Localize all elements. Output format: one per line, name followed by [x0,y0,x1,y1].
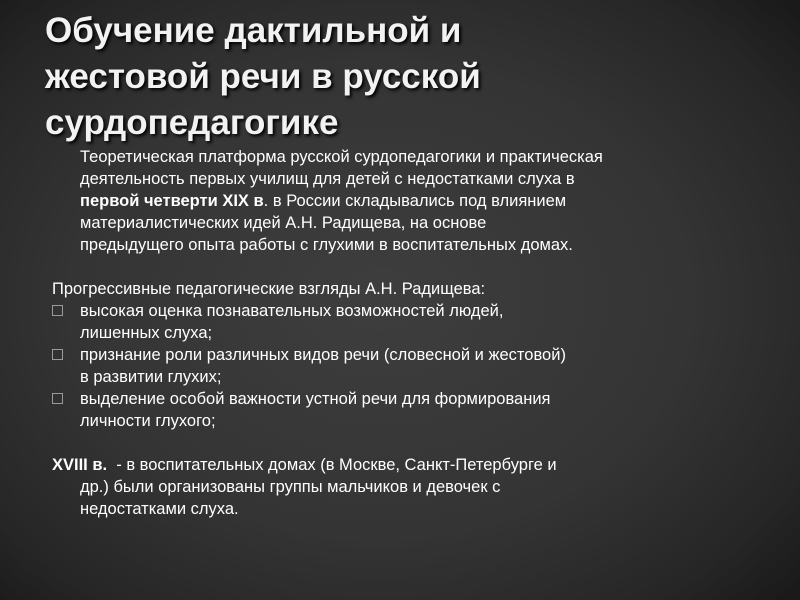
views-item-line-1: признание роли различных видов речи (словесной и жестовой) [80,346,566,364]
intro-line-3-rest: . в России складывались под влиянием [263,192,567,210]
bullet-box-icon [52,305,63,316]
intro-paragraph [52,146,752,256]
views-item [52,388,752,432]
century-line-3: недостатками слуха. [80,500,239,518]
century-label: XVIII в. [52,456,108,474]
views-item-line-2: личности глухого; [80,412,216,430]
views-heading [52,278,752,300]
bullet-box-icon [52,393,63,404]
intro-line-3 [80,190,752,212]
century-line-2: др.) были организованы группы мальчиков и девочек с [80,478,501,496]
views-item [52,344,752,388]
spacer [52,256,752,278]
intro-line-1: Теоретическая платформа русской сурдопедагогики и практическая [80,148,603,166]
views-item-line-2: в развитии глухих; [80,368,222,386]
views-heading-text: Прогрессивные педагогические взгляды А.Н. Радищева: [52,280,486,298]
title-line-1: Обучение дактильной и [45,11,462,50]
bullet-box-icon [52,349,63,360]
century-paragraph [52,454,752,520]
century-line-1-rest: - в воспитательных домах (в Москве, Санкт-Петербурге и [107,456,557,474]
views-item-line-1: выделение особой важности устной речи для формирования [80,390,551,408]
views-item [52,300,752,344]
slide-title [45,8,765,146]
title-line-3: сурдопедагогике [45,103,339,142]
intro-line-5: предыдущего опыта работы с глухими в воспитательных домах. [80,236,573,254]
views-item-line-1: высокая оценка познавательных возможностей людей, [80,302,504,320]
title-line-2: жестовой речи в русской [45,57,481,96]
intro-line-2: деятельность первых училищ для детей с недостатками слуха в [80,170,575,188]
spacer [52,432,752,454]
views-item-line-2: лишенных слуха; [80,324,213,342]
intro-emphasis: первой четверти XIX в [80,192,264,210]
century-line-1 [52,454,752,476]
intro-line-4: материалистических идей А.Н. Радищева, на основе [80,214,487,232]
slide-body [52,146,752,520]
